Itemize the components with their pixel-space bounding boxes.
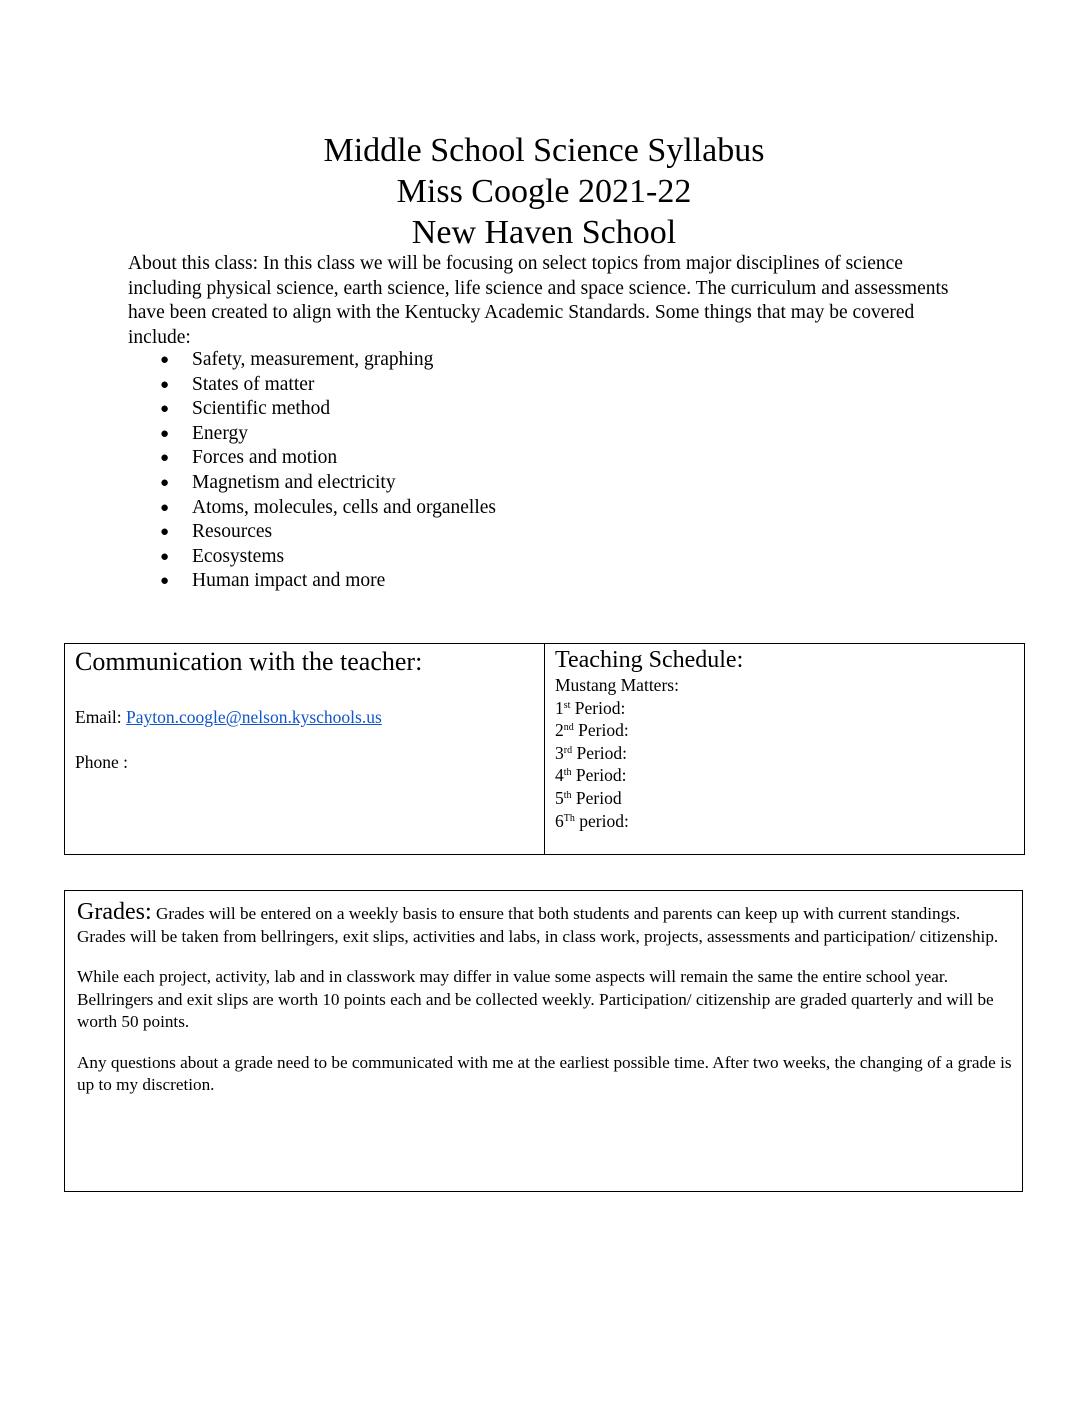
period-suffix: th	[563, 789, 572, 801]
topic-item	[160, 520, 496, 545]
topic-label: Energy	[192, 422, 248, 444]
grades-box	[64, 890, 1023, 1192]
grades-paragraph-3: Any questions about a grade need to be communicated with me at the earliest possible time. After two weeks, the changing of a grade is up to my discretion.	[77, 1052, 1012, 1094]
communication-heading: Communication with the teacher:	[75, 647, 423, 676]
bullet-icon: ●	[160, 401, 170, 418]
topic-item	[160, 569, 496, 594]
bullet-icon: ●	[160, 352, 170, 368]
period-number: 2	[555, 720, 564, 741]
period-suffix: st	[563, 699, 571, 711]
bullet-icon: ●	[160, 450, 170, 467]
topic-item	[160, 373, 496, 398]
period-row	[555, 764, 679, 787]
period-number: 1	[555, 697, 564, 718]
about-class-text: About this class: In this class we will be focusing on select topics from major disciplines of science including physical science, earth science, life science and space science. The curriculum and assessments have been created to align with the Kentucky Academic Standards. Some things that may be covered include:	[128, 253, 949, 348]
mustang-matters: Mustang Matters:	[555, 675, 679, 695]
period-suffix: Th	[563, 812, 575, 824]
schedule-cell	[545, 644, 1024, 854]
topic-item	[160, 446, 496, 471]
phone-label: Phone :	[75, 752, 128, 772]
topics-list	[160, 348, 496, 594]
topic-label: Atoms, molecules, cells and organelles	[192, 496, 496, 518]
grades-heading: Grades:	[77, 899, 152, 925]
teacher-year: Miss Coogle 2021-22	[396, 173, 692, 210]
period-number: 4	[555, 765, 564, 786]
page-title: Middle School Science Syllabus	[323, 132, 765, 169]
period-row	[555, 697, 679, 720]
period-number: 5	[555, 787, 564, 808]
topic-item	[160, 496, 496, 521]
period-row	[555, 742, 679, 765]
email-line	[75, 706, 382, 728]
period-suffix: nd	[563, 722, 574, 734]
topic-label: Forces and motion	[192, 447, 338, 469]
bullet-icon: ●	[160, 524, 170, 541]
bullet-icon: ●	[160, 425, 170, 442]
period-row	[555, 810, 679, 833]
topic-item	[160, 422, 496, 447]
topic-label: Resources	[192, 521, 273, 543]
topic-item	[160, 545, 496, 570]
period-label: period:	[574, 810, 629, 831]
topic-label: Safety, measurement, graphing	[192, 349, 434, 370]
topic-item	[160, 348, 496, 373]
topic-label: Scientific method	[192, 398, 331, 420]
grades-text-1: Grades will be entered on a weekly basis to ensure that both students and parents can keep up with current standings. Grades will be taken from bellringers, exit slips, activities and labs, in class work, projects, assessments and participation/ citizenship.	[77, 904, 999, 946]
bullet-icon: ●	[160, 376, 170, 393]
topic-label: Magnetism and electricity	[192, 471, 396, 493]
period-suffix: rd	[563, 744, 573, 756]
bullet-icon: ●	[160, 573, 170, 590]
email-label: Email:	[75, 707, 127, 727]
topic-label: States of matter	[192, 373, 315, 395]
period-number: 3	[555, 742, 564, 763]
period-label: Period	[571, 787, 622, 808]
grades-paragraph-2: While each project, activity, lab and in classwork may differ in value some aspects will remain the same the entire school year. Bellringers and exit slips are worth 10 points each and be collected weekly. Participation/ citizenship are graded quarterly and will be worth 50 points.	[77, 967, 994, 1031]
grades-content	[77, 901, 1012, 1115]
bullet-icon: ●	[160, 548, 170, 565]
school-name: New Haven School	[411, 214, 677, 251]
period-number: 6	[555, 810, 564, 831]
communication-cell	[65, 644, 545, 854]
period-row	[555, 719, 679, 742]
topic-item	[160, 471, 496, 496]
topic-label: Ecosystems	[192, 545, 285, 567]
topic-label: Human impact and more	[192, 570, 386, 592]
period-row	[555, 787, 679, 810]
period-label: Period:	[571, 765, 627, 786]
period-label: Period:	[570, 697, 626, 718]
period-suffix: th	[563, 767, 572, 779]
schedule-list	[555, 674, 679, 832]
topic-item	[160, 397, 496, 422]
period-label: Period:	[573, 720, 629, 741]
bullet-icon: ●	[160, 499, 170, 516]
schedule-heading: Teaching Schedule:	[555, 647, 744, 673]
bullet-icon: ●	[160, 474, 170, 491]
period-label: Period:	[572, 742, 628, 763]
grades-paragraph-1	[77, 901, 1012, 948]
contact-schedule-table	[64, 643, 1025, 855]
email-link[interactable]: Payton.coogle@nelson.kyschools.us	[126, 707, 382, 727]
